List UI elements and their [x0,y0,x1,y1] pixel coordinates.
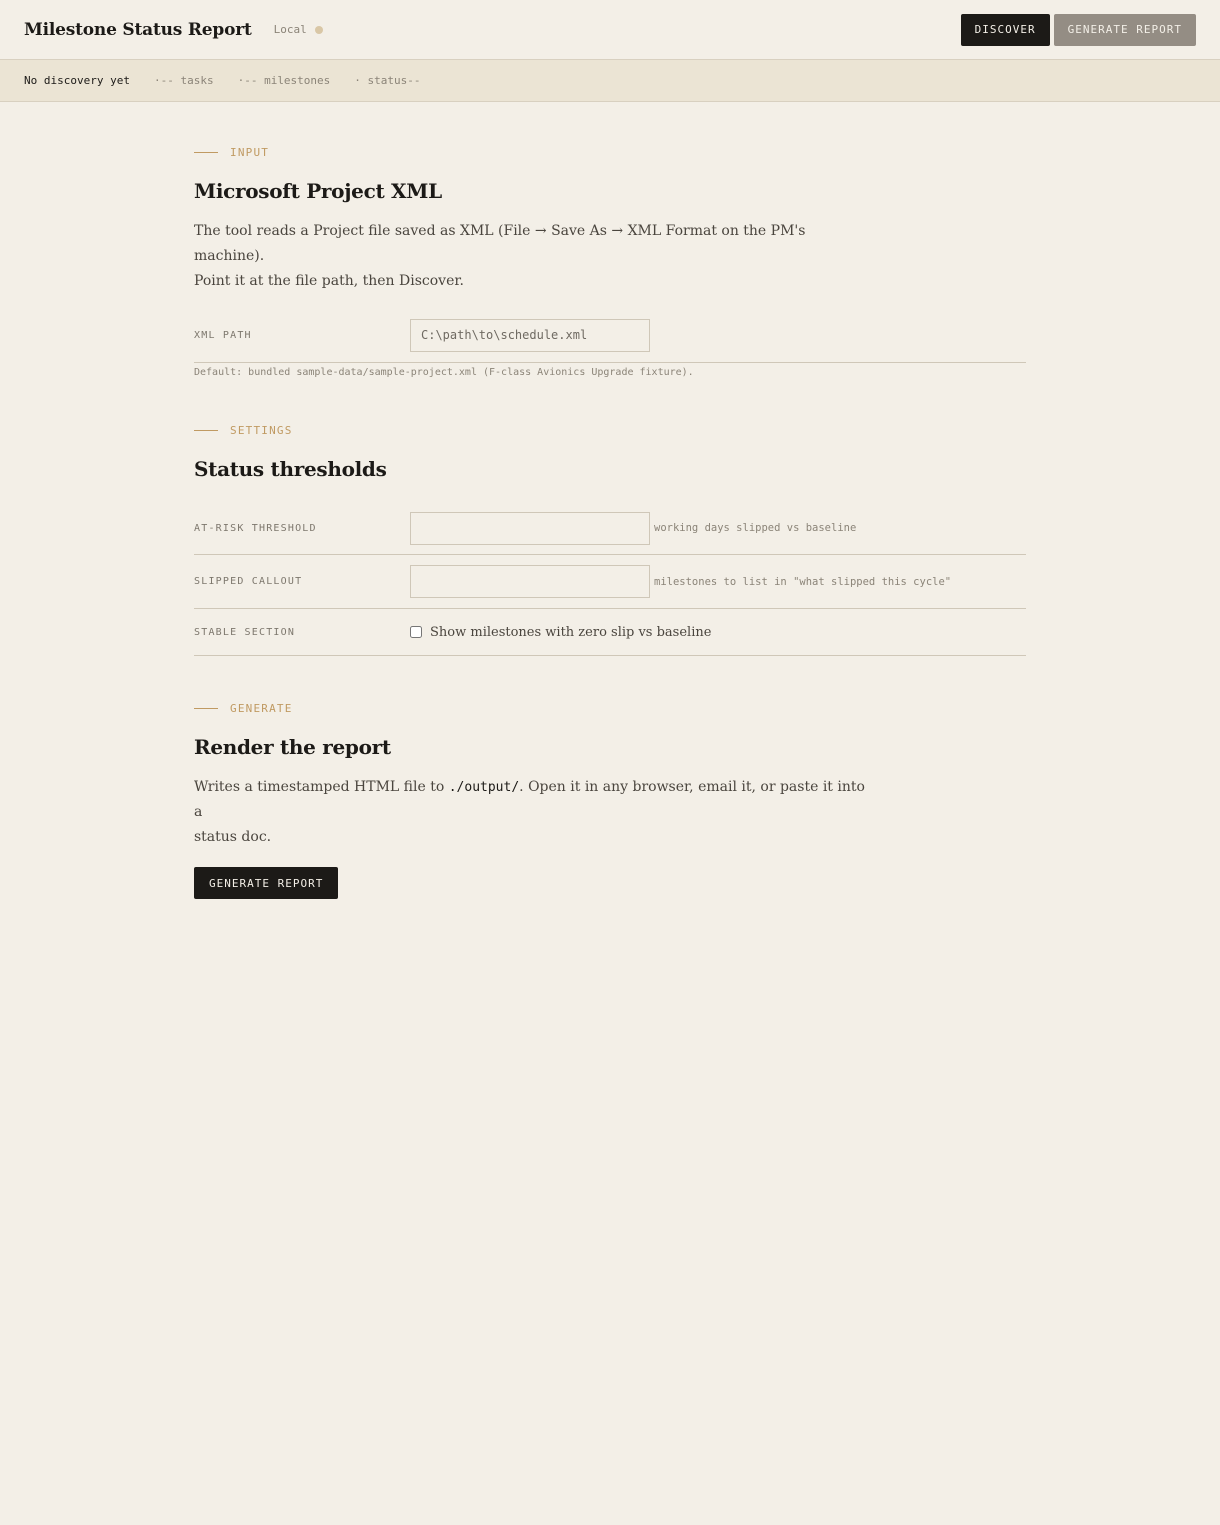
generate-description [194,775,874,850]
stable-section-checkbox[interactable] [410,626,422,638]
overall-status: · status-- [354,74,421,87]
xml-path-default-note: Default: bundled sample-data/sample-project.xml (F-class Avionics Upgrade fixture). [194,367,694,378]
at-risk-threshold-hint: working days slipped vs baseline [654,522,857,534]
tasks-count: ·-- tasks [153,74,214,87]
header-generate-report-button[interactable]: GENERATE REPORT [1054,14,1196,46]
discovery-status-strip [0,60,1220,102]
environment-status-dot-icon [315,26,323,34]
slipped-callout-label: SLIPPED CALLOUT [194,576,303,587]
settings-kicker-label: SETTINGS [230,424,293,437]
at-risk-threshold-input[interactable] [410,512,650,545]
input-kicker-label: INPUT [230,146,270,159]
settings-fields [194,501,1026,656]
at-risk-threshold-row [194,501,1026,555]
xml-path-row [194,308,1026,363]
input-title: Microsoft Project XML [194,179,442,203]
settings-kicker [194,424,1026,437]
input-description-line-2: Point it at the file path, then Discover. [194,273,464,289]
kicker-rule [194,708,218,709]
header-actions [961,14,1196,46]
generate-description-part-2: . Open it in any browser, email it, or paste it into a [194,779,865,820]
environment-label: Local [273,23,307,36]
slipped-callout-row [194,555,1026,609]
settings-title: Status thresholds [194,457,387,481]
input-description-line-1: The tool reads a Project file saved as XML (File → Save As → XML Format on the PM's machine). [194,223,806,264]
main-content [194,102,1026,899]
output-path-code: ./output/ [448,780,520,795]
stable-section-label: STABLE SECTION [194,626,296,638]
generate-report-button[interactable]: GENERATE REPORT [194,867,338,899]
generate-kicker-label: GENERATE [230,702,293,715]
slipped-callout-hint: milestones to list in "what slipped this cycle" [654,575,952,588]
generate-description-line-1 [194,775,874,825]
stable-section-toggle[interactable] [410,625,711,640]
at-risk-threshold-label: AT-RISK THRESHOLD [194,522,317,534]
xml-path-label: XML PATH [194,329,252,341]
generate-title: Render the report [194,735,391,759]
environment-indicator [274,23,323,36]
input-kicker [194,146,1026,159]
generate-description-line-2: status doc. [194,829,272,845]
kicker-rule [194,152,218,153]
milestones-count: ·-- milestones [237,74,331,87]
generate-description-part-1: Writes a timestamped HTML file to [194,779,449,795]
app-title: Milestone Status Report [24,19,252,40]
stable-section-checkbox-label[interactable]: Show milestones with zero slip vs baseline [430,624,712,640]
settings-section [194,378,1026,656]
top-bar [0,0,1220,60]
generate-kicker [194,702,1026,715]
stable-section-row [194,609,1026,656]
generate-section [194,656,1026,899]
xml-path-input[interactable] [410,319,650,352]
slipped-callout-input[interactable] [410,565,650,598]
discover-button[interactable]: DISCOVER [961,14,1050,46]
kicker-rule [194,430,218,431]
input-description [194,219,874,294]
input-section [194,102,1026,378]
discovery-status: No discovery yet [24,74,130,87]
